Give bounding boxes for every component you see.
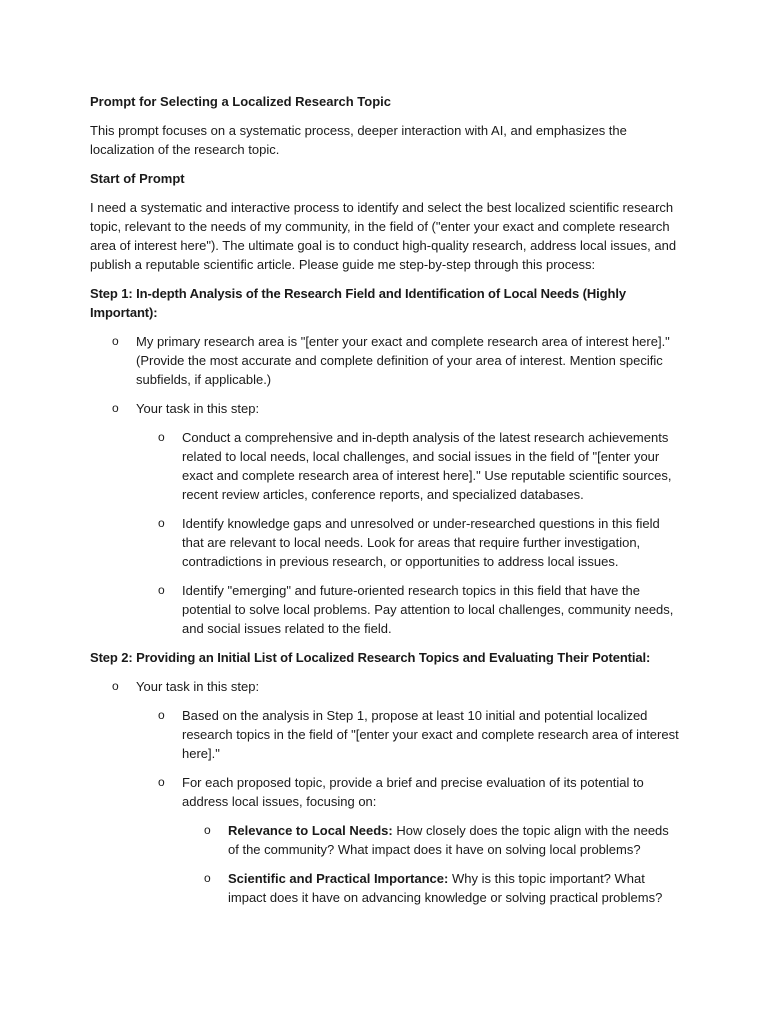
step1-task-list [136, 428, 680, 638]
criterion-text: Why is this topic important? What impact does it have on advancing knowledge or solving practical problems? [228, 871, 663, 905]
list-item [136, 706, 680, 763]
task-label: Your task in this step: [136, 679, 260, 694]
bullet-icon: o [158, 583, 165, 597]
bullet-icon: o [204, 871, 211, 885]
list-item [90, 399, 680, 638]
task-text: Conduct a comprehensive and in-depth analysis of the latest research achievements related to local needs, local challenges, and social issues in the field of "[enter your exact and complete research area of interest here]." Use reputable scientific sources, recent review articles, conference reports, and specialized databases. [182, 430, 672, 502]
task-text: Based on the analysis in Step 1, propose at least 10 initial and potential localized research topics in the field of "[enter your exact and complete research area of interest here]." [182, 708, 679, 761]
request-paragraph: I need a systematic and interactive process to identify and select the best localized scientific research topic, relevant to the needs of my community, in the field of ("enter your exact and complete research area of interest here"). The ultimate goal is to conduct high-quality research, address local issues, and publish a reputable scientific article. Please guide me step-by-step through this process: [90, 200, 677, 272]
list-item [136, 581, 680, 638]
list-item [182, 821, 680, 859]
bullet-icon: o [158, 516, 165, 530]
research-area-text: My primary research area is "[enter your exact and complete research area of interest here]." (Provide the most accurate and complete definition of your area of interest. Mention specific subfields, if applicable.) [136, 334, 670, 387]
document-page [90, 92, 680, 917]
step2-task-list [136, 706, 680, 907]
step1-heading: Step 1: In-depth Analysis of the Research Field and Identification of Local Needs (Highly Important): [90, 286, 626, 320]
step1-list [90, 332, 680, 638]
bullet-icon: o [158, 430, 165, 444]
list-item [136, 514, 680, 571]
task-text: For each proposed topic, provide a brief and precise evaluation of its potential to address local issues, focusing on: [182, 775, 644, 809]
list-item [90, 332, 680, 389]
bullet-icon: o [158, 775, 165, 789]
bullet-icon: o [112, 334, 119, 348]
criterion-label: Relevance to Local Needs: [228, 823, 393, 838]
bullet-icon: o [204, 823, 211, 837]
criterion-text: How closely does the topic align with the needs of the community? What impact does it have on solving local problems? [228, 823, 669, 857]
start-of-prompt-heading: Start of Prompt [90, 171, 185, 186]
bullet-icon: o [112, 679, 119, 693]
list-item [182, 869, 680, 907]
list-item [90, 677, 680, 907]
list-item [136, 428, 680, 504]
list-item [136, 773, 680, 907]
step2-list [90, 677, 680, 907]
task-label: Your task in this step: [136, 401, 260, 416]
criteria-list [182, 821, 680, 907]
bullet-icon: o [158, 708, 165, 722]
intro-paragraph: This prompt focuses on a systematic process, deeper interaction with AI, and emphasizes the localization of the research topic. [90, 123, 627, 157]
task-text: Identify knowledge gaps and unresolved or under-researched questions in this field that are relevant to local needs. Look for areas that require further investigation, contradictions in previous research, or opportunities to address local issues. [182, 516, 660, 569]
step2-heading: Step 2: Providing an Initial List of Localized Research Topics and Evaluating Their Potential: [90, 650, 651, 665]
criterion-label: Scientific and Practical Importance: [228, 871, 449, 886]
task-text: Identify "emerging" and future-oriented research topics in this field that have the potential to solve local problems. Pay attention to local challenges, community needs, and social issues related to the field. [182, 583, 674, 636]
bullet-icon: o [112, 401, 119, 415]
document-title: Prompt for Selecting a Localized Research Topic [90, 94, 391, 109]
